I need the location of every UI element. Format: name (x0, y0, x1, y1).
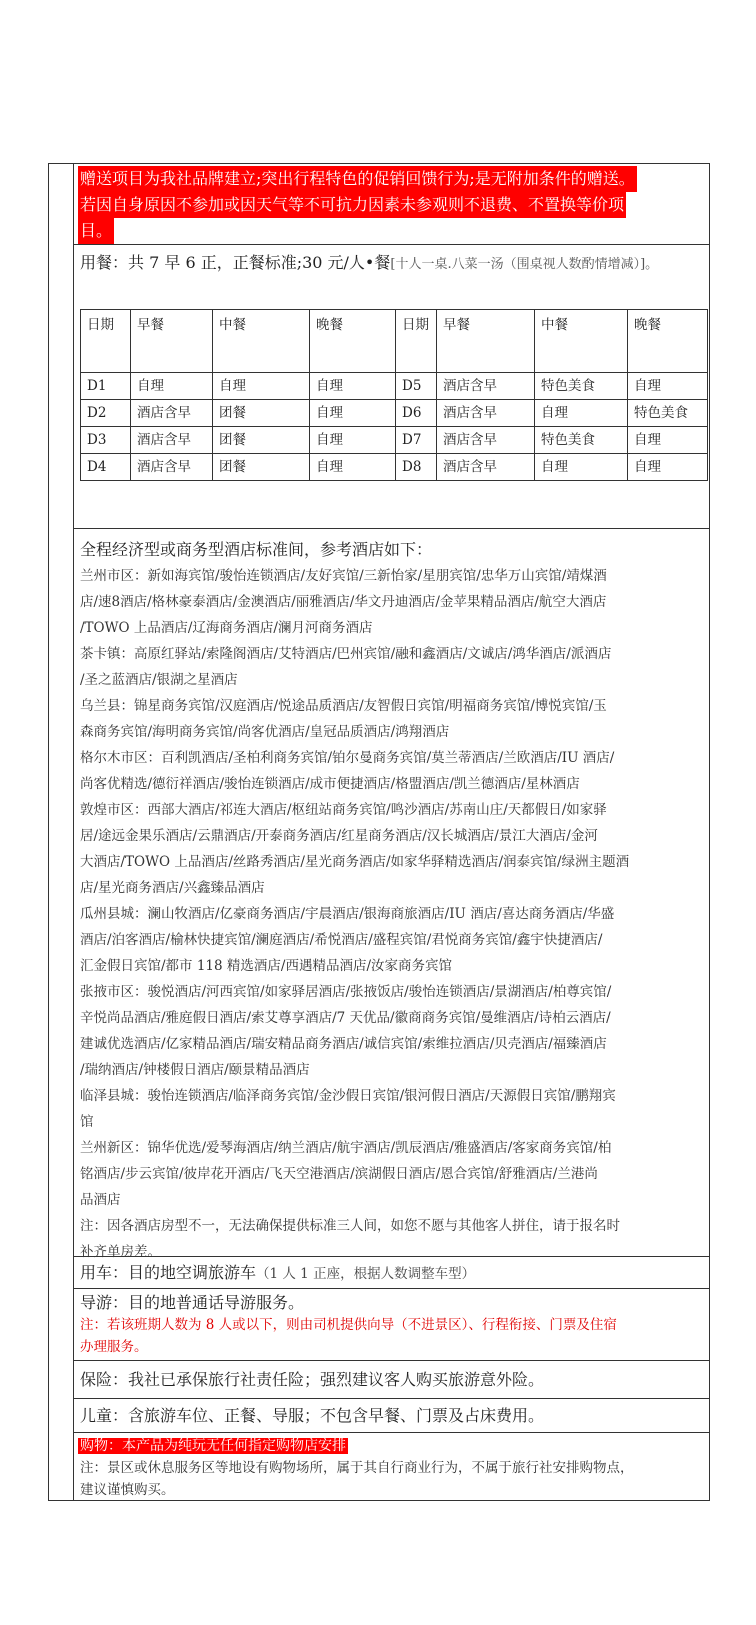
header-cell: 日期 (81, 310, 131, 373)
gift-notice (78, 166, 637, 244)
guide-main: 导游：目的地普通话导游服务。 (80, 1293, 305, 1312)
table-cell: D1 (81, 373, 131, 400)
table-cell: 自理 (535, 400, 628, 427)
car-main: 用车：目的地空调旅游车 (80, 1263, 257, 1282)
table-row (81, 373, 708, 400)
insurance-text: 保险：我社已承保旅行社责任险；强烈建议客人购买旅游意外险。 (80, 1370, 545, 1389)
table-cell: 团餐 (213, 454, 310, 481)
hotel-line: 酒店/泊客酒店/榆林快捷宾馆/澜庭酒店/希悦酒店/盛程宾馆/君悦商务宾馆/鑫宇快捷酒店/ (80, 932, 603, 948)
hotel-line: /圣之蓝酒店/银湖之星酒店 (80, 672, 238, 688)
car-text (74, 1257, 709, 1287)
shopping-section (74, 1433, 709, 1500)
gift-line-3: 目。 (78, 218, 114, 244)
table-cell: 自理 (628, 454, 708, 481)
table-row (81, 400, 708, 427)
meals-note: [十人一桌.八菜一汤（围桌视人数酌情增减）]。 (390, 257, 659, 272)
hotel-line: 店/速8酒店/格林豪泰酒店/金澳酒店/丽雅酒店/华文丹迪酒店/金苹果精品酒店/航空大酒店 (80, 594, 607, 610)
hotel-line: 大酒店/TOWO 上品酒店/丝路秀酒店/星光商务酒店/如家华驿精选酒店/润泰宾馆/绿洲主题酒 (80, 854, 630, 870)
table-cell: 团餐 (213, 427, 310, 454)
table-row (81, 427, 708, 454)
table-cell: 自理 (131, 373, 213, 400)
hotel-line: 居/途远金果乐酒店/云鼎酒店/开泰商务酒店/红星商务酒店/汉长城酒店/景江大酒店/金河 (80, 828, 598, 844)
hotel-line: 补齐单房差。 (80, 1244, 161, 1260)
table-cell: 特色美食 (535, 373, 628, 400)
header-cell: 晚餐 (628, 310, 708, 373)
hotel-line: 建诚优选酒店/亿家精品酒店/瑞安精品商务酒店/诚信宾馆/索维拉酒店/贝壳酒店/福臻酒店 (80, 1036, 607, 1052)
table-row (81, 454, 708, 481)
hotel-line: 注：因各酒店房型不一，无法确保提供标准三人间，如您不愿与其他客人拼住，请于报名时 (80, 1218, 620, 1234)
hotel-line: 兰州市区：新如海宾馆/骏怡连锁酒店/友好宾馆/三新怡家/星朋宾馆/忠华万山宾馆/靖煤酒 (80, 568, 607, 584)
hotel-line: 汇金假日宾馆/都市 118 精选酒店/西遇精品酒店/汝家商务宾馆 (80, 958, 452, 974)
hotel-line: 格尔木市区：百利凯酒店/圣柏利商务宾馆/铂尔曼商务宾馆/莫兰蒂酒店/兰欧酒店/IU 酒店/ (80, 750, 615, 766)
hotel-line: /TOWO 上品酒店/辽海商务酒店/澜月河商务酒店 (80, 620, 373, 636)
guide-note-1: 注：若该班期人数为 8 人或以下，则由司机提供向导（不进景区）、行程衔接、门票及住宿 (80, 1317, 617, 1333)
car-note: （1 人 1 正座，根据人数调整车型） (256, 1266, 476, 1282)
hotel-line: 兰州新区：锦华优选/爱琴海酒店/纳兰酒店/航宇酒店/凯辰酒店/雅盛酒店/客家商务宾馆/柏 (80, 1140, 612, 1156)
table-cell: 自理 (628, 427, 708, 454)
shopping-note-1: 注：景区或休息服务区等地设有购物场所，属于其自行商业行为，不属于旅行社安排购物点， (80, 1460, 634, 1476)
meals-table (80, 309, 708, 481)
table-cell: 酒店含早 (437, 373, 535, 400)
table-cell: D3 (81, 427, 131, 454)
content-column (74, 164, 709, 1500)
insurance-section (74, 1361, 709, 1399)
table-cell: 酒店含早 (131, 400, 213, 427)
shopping-note-2: 建议谨慎购买。 (80, 1482, 175, 1498)
shopping-title-wrap (74, 1433, 709, 1457)
table-cell: D7 (396, 427, 437, 454)
hotel-line: /瑞纳酒店/钟楼假日酒店/颐景精品酒店 (80, 1062, 310, 1078)
table-cell: 酒店含早 (437, 400, 535, 427)
shopping-title: 购物：本产品为纯玩无任何指定购物店安排 (80, 1438, 346, 1454)
itinerary-page (48, 163, 710, 1501)
table-cell: 自理 (535, 454, 628, 481)
table-cell: 自理 (310, 427, 396, 454)
guide-note-2: 办理服务。 (80, 1339, 148, 1355)
hotel-line: 敦煌市区：西部大酒店/祁连大酒店/枢纽站商务宾馆/鸣沙酒店/苏南山庄/天都假日/如家驿 (80, 802, 607, 818)
meals-table-header (81, 310, 708, 373)
hotel-line: 乌兰县：锦星商务宾馆/汉庭酒店/悦途品质酒店/友智假日宾馆/明福商务宾馆/博悦宾馆/玉 (80, 698, 607, 714)
hotel-line: 瓜州县城：澜山牧酒店/亿豪商务酒店/宇晨酒店/银海商旅酒店/IU 酒店/喜达商务酒店/华盛 (80, 906, 615, 922)
header-cell: 中餐 (213, 310, 310, 373)
table-cell: 自理 (310, 400, 396, 427)
header-cell: 早餐 (131, 310, 213, 373)
hotels-title: 全程经济型或商务型酒店标准间，参考酒店如下： (80, 540, 433, 559)
table-cell: 酒店含早 (131, 427, 213, 454)
table-cell: 自理 (628, 373, 708, 400)
header-cell: 日期 (396, 310, 437, 373)
hotel-line: 店/星光商务酒店/兴鑫臻品酒店 (80, 880, 265, 896)
children-section (74, 1399, 709, 1433)
table-cell: 自理 (213, 373, 310, 400)
hotel-line: 馆 (80, 1114, 94, 1130)
hotel-line: 辛悦尚品酒店/雅庭假日酒店/索艾尊享酒店/7 天优品/徽商商务宾馆/曼维酒店/诗柏云酒店/ (80, 1010, 611, 1026)
table-cell: D2 (81, 400, 131, 427)
gift-section (74, 164, 709, 245)
table-cell: 特色美食 (535, 427, 628, 454)
table-cell: 自理 (310, 454, 396, 481)
table-cell: D4 (81, 454, 131, 481)
hotel-line: 茶卡镇：高原红驿站/索隆阁酒店/艾特酒店/巴州宾馆/融和鑫酒店/文诚店/鸿华酒店/派酒店 (80, 646, 612, 662)
hotel-line: 品酒店 (80, 1192, 121, 1208)
meals-intro (74, 245, 709, 277)
table-cell: D6 (396, 400, 437, 427)
table-cell: 特色美食 (628, 400, 708, 427)
table-cell: D5 (396, 373, 437, 400)
meals-section (74, 245, 709, 529)
table-cell: 自理 (310, 373, 396, 400)
gift-line-2: 若因自身原因不参加或因天气等不可抗力因素未参观则不退费、不置换等价项 (78, 192, 626, 218)
table-cell: D8 (396, 454, 437, 481)
hotels-list (74, 563, 709, 1265)
header-cell: 中餐 (535, 310, 628, 373)
hotels-section (74, 529, 709, 1260)
guide-section (74, 1289, 709, 1361)
gift-line-1: 赠送项目为我社品牌建立;突出行程特色的促销回馈行为;是无附加条件的赠送。 (78, 166, 637, 192)
hotel-line: 铭酒店/步云宾馆/彼岸花开酒店/飞天空港酒店/滨湖假日酒店/恩合宾馆/舒雅酒店/兰港尚 (80, 1166, 598, 1182)
hotel-line: 临泽县城：骏怡连锁酒店/临泽商务宾馆/金沙假日宾馆/银河假日酒店/天源假日宾馆/鹏翔宾 (80, 1088, 616, 1104)
car-section (74, 1257, 709, 1289)
table-cell: 酒店含早 (437, 427, 535, 454)
hotel-line: 森商务宾馆/海明商务宾馆/尚客优酒店/皇冠品质酒店/鸿翔酒店 (80, 724, 450, 740)
header-cell: 晚餐 (310, 310, 396, 373)
header-cell: 早餐 (437, 310, 535, 373)
table-cell: 酒店含早 (131, 454, 213, 481)
info-table (48, 163, 710, 1501)
table-cell: 酒店含早 (437, 454, 535, 481)
children-text: 儿童：含旅游车位、正餐、导服；不包含早餐、门票及占床费用。 (80, 1406, 545, 1425)
left-margin-column (49, 164, 74, 1500)
hotel-line: 张掖市区：骏悦酒店/河西宾馆/如家驿居酒店/张掖饭店/骏怡连锁酒店/景湖酒店/柏尊宾馆/ (80, 984, 612, 1000)
hotel-line: 尚客优精选/德衍祥酒店/骏怡连锁酒店/成市便捷酒店/格盟酒店/凯兰德酒店/星林酒店 (80, 776, 580, 792)
meals-standard: 用餐：共 7 早 6 正，正餐标准;30 元/人•餐 (80, 253, 391, 272)
table-cell: 团餐 (213, 400, 310, 427)
